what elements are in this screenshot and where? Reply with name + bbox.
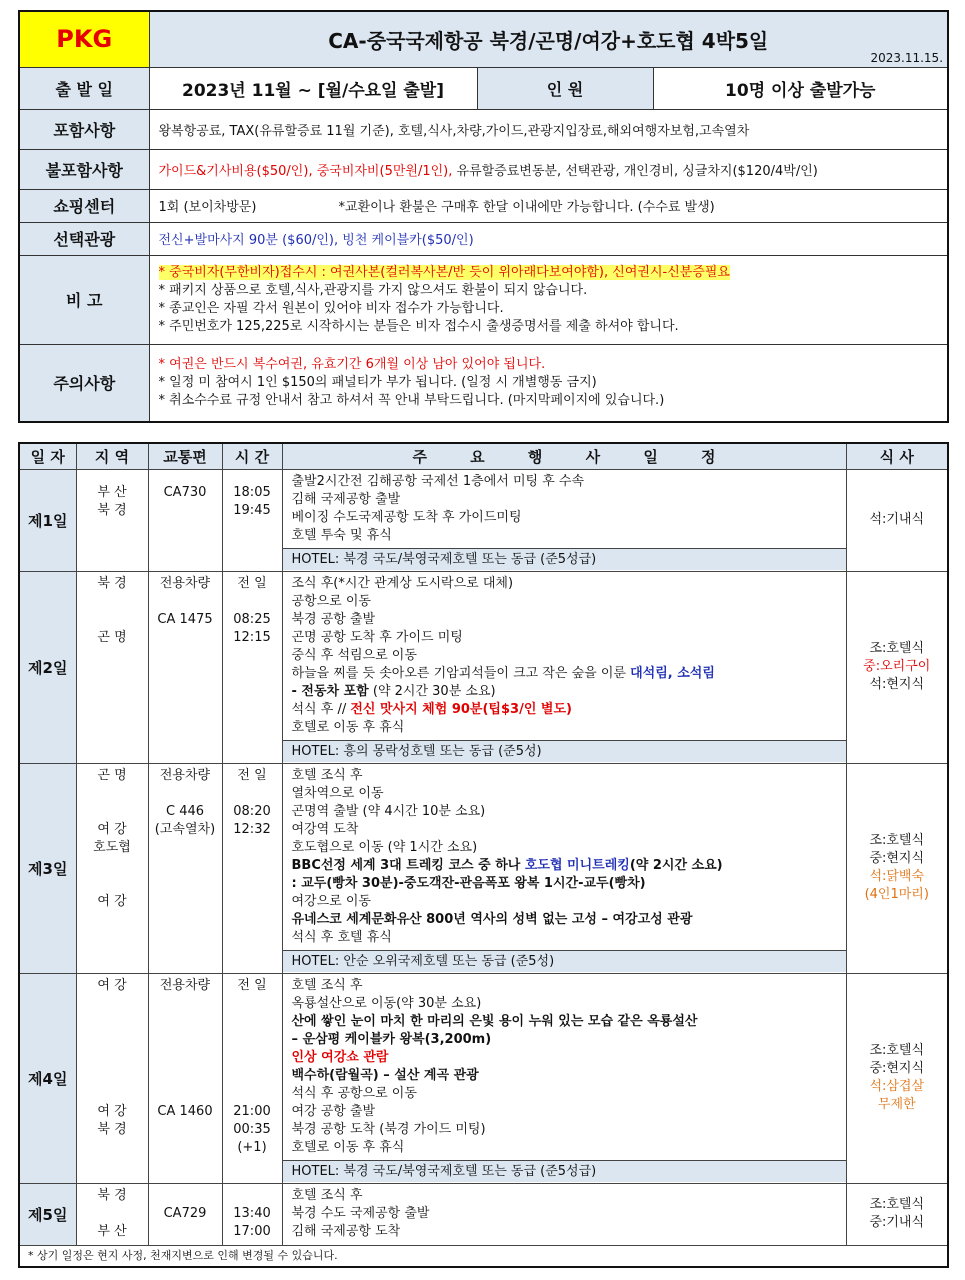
day-label: 제3일: [19, 763, 76, 973]
region: 북 경: [97, 575, 127, 591]
meal: 중:현지식: [869, 1061, 925, 1076]
meal: 무제한: [877, 1097, 916, 1112]
day-label: 제5일: [19, 1183, 76, 1245]
schedule-line: - 전동차 포함 (약 2시간 30분 소요): [291, 683, 496, 699]
schedule-line: 호도협으로 이동 (약 1시간 소요): [291, 839, 478, 855]
time: 17:00: [233, 1223, 271, 1239]
schedule-line: 베이징 수도국제공항 도착 후 가이드미팅: [291, 509, 522, 525]
hotel-info: HOTEL: 북경 국도/북영국제호텔 또는 동급 (준5성급): [283, 548, 846, 570]
schedule-line: 호텔 투숙 및 휴식: [291, 527, 392, 543]
caution-list: [149, 344, 948, 422]
time: 전 일: [237, 977, 267, 993]
col-header-time: 시 간: [222, 443, 282, 469]
schedule-line: 중식 후 석림으로 이동: [291, 647, 417, 663]
shopping-note: *교환이나 환불은 구매후 한달 이내에만 가능합니다. (수수료 발생): [338, 200, 715, 215]
schedule-cell: [282, 469, 846, 571]
schedule-line: 석식 후 호텔 휴식: [291, 929, 392, 945]
meal: (4인1마리): [864, 887, 929, 902]
schedule-line: 유네스코 세계문화유산 800년 역사의 성벽 없는 고성 – 여강고성 관광: [291, 911, 693, 927]
meal: 석:삼겹살: [869, 1079, 925, 1094]
meal: 조:호텔식: [869, 833, 925, 848]
people-label: 인 원: [477, 67, 653, 109]
schedule-line: 출발2시간전 김해공항 국제선 1층에서 미팅 후 수속: [291, 473, 584, 489]
schedule-line: 곤명역 출발 (약 4시간 10분 소요): [291, 803, 486, 819]
schedule-line: 호텔 조식 후: [291, 1187, 363, 1203]
meal-cell: [846, 469, 948, 571]
meal: 중:오리구이: [863, 659, 931, 674]
schedule-line: 김해 국제공항 도착: [291, 1223, 401, 1239]
caution-label: 주의사항: [19, 344, 149, 422]
schedule-line: 하늘을 찌를 듯 솟아오른 기암괴석들이 크고 작은 숲을 이룬 대석림, 소석림: [291, 665, 715, 681]
region: 부 산: [97, 484, 127, 500]
schedule-line: 공항으로 이동: [291, 593, 371, 609]
massage-highlight: 전신 맛사지 체험 90분(팁$3/인 별도): [350, 701, 572, 717]
excluded-fees: 가이드&기사비용($50/인), 중국비자비(5만원/1인),: [158, 163, 453, 179]
time: 18:05: [233, 484, 271, 500]
tour-title: CA-중국국제항공 북경/곤명/여강+호도협 4박5일: [328, 28, 769, 53]
schedule-line: 석식 후 // 전신 맛사지 체험 90분(팁$3/인 별도): [291, 701, 572, 717]
meal: 석:현지식: [869, 677, 925, 692]
meal: 석:기내식: [869, 512, 925, 527]
departure-label: 출 발 일: [19, 67, 149, 109]
pkg-badge: PKG: [19, 11, 149, 67]
schedule-line: : 교두(빵차 30분)-중도객잔-관음폭포 왕복 1시간-교두(빵차): [291, 875, 646, 891]
shopping-label: 쇼핑센터: [19, 189, 149, 222]
excluded-others: 유류할증료변동분, 선택관광, 개인경비, 싱글차지($120/4박/인): [452, 163, 818, 179]
stone-forest-highlight: 대석림, 소석림: [630, 665, 715, 681]
footnote: * 상기 일정은 현지 사정, 천재지변으로 인해 변경될 수 있습니다.: [19, 1245, 948, 1267]
remark-item: * 주민번호가 125,225로 시작하시는 분들은 비자 접수시 출생증명서를 제출 하셔야 합니다.: [158, 318, 679, 334]
schedule-line: 옥룡설산으로 이동(약 30분 소요): [291, 995, 482, 1011]
col-header-meal: 식 사: [846, 443, 948, 469]
meal-cell: [846, 571, 948, 763]
itinerary-table: [18, 442, 949, 1268]
transport: 전용차량: [159, 575, 211, 591]
schedule-line: 석식 후 공항으로 이동: [291, 1085, 417, 1101]
day-row: [19, 763, 948, 973]
day-row: [19, 469, 948, 571]
schedule-cell: [282, 763, 846, 973]
transport: (고속열차): [154, 821, 216, 837]
col-header-day: 일 자: [19, 443, 76, 469]
schedule-line: 호텔 조식 후: [291, 977, 363, 993]
time: 12:15: [233, 629, 271, 645]
time: 00:35: [233, 1121, 271, 1137]
hotel-info: HOTEL: 북경 국도/북영국제호텔 또는 동급 (준5성급): [283, 1160, 846, 1182]
region: 곤 명: [97, 767, 127, 783]
shopping-value-cell: [149, 189, 948, 222]
schedule-line: 산에 쌓인 눈이 마치 한 마리의 은빛 용이 누워 있는 모습 같은 옥룡설산: [291, 1013, 698, 1029]
time: 21:00: [233, 1103, 271, 1119]
schedule-line: 호텔 조식 후: [291, 767, 363, 783]
schedule-line: 인상 여강쇼 관람: [291, 1049, 389, 1065]
day-label: 제2일: [19, 571, 76, 763]
time: 전 일: [237, 767, 267, 783]
meal: 조:호텔식: [869, 1043, 925, 1058]
day-label: 제1일: [19, 469, 76, 571]
excluded-label: 불포함사항: [19, 149, 149, 189]
time: 12:32: [233, 821, 271, 837]
schedule-line: 열차역으로 이동: [291, 785, 384, 801]
meal-cell: [846, 973, 948, 1183]
col-header-schedule: 주 요 행 사 일 정: [282, 443, 846, 469]
remarks-list: [149, 255, 948, 344]
hotel-info: HOTEL: 흥의 몽락성호텔 또는 동급 (준5성): [283, 740, 846, 762]
region: 여 강: [97, 1103, 127, 1119]
transport: 전용차량: [159, 767, 211, 783]
meal-cell: [846, 763, 948, 973]
region: 여 강: [97, 977, 127, 993]
document-date: 2023.11.15.: [870, 50, 944, 65]
optional-tour-label: 선택관광: [19, 222, 149, 255]
region: 호도협: [93, 839, 131, 855]
region: 북 경: [97, 1187, 127, 1203]
schedule-line: 백수하(람월곡) – 설산 계곡 관광: [291, 1067, 479, 1083]
day-row: [19, 1183, 948, 1245]
transport: 전용차량: [159, 977, 211, 993]
optional-tour-value: 전신+발마사지 90분 ($60/인), 빙천 케이블카($50/인): [149, 222, 948, 255]
meal: 조:호텔식: [869, 1197, 925, 1212]
region: 곤 명: [97, 629, 127, 645]
schedule-line: 호텔로 이동 후 휴식: [291, 719, 405, 735]
meal: 중:기내식: [869, 1215, 925, 1230]
day-row: [19, 571, 948, 763]
schedule-line: 호텔로 이동 후 휴식: [291, 1139, 405, 1155]
meal: 석:닭백숙: [869, 869, 925, 884]
meal: 중:현지식: [869, 851, 925, 866]
schedule-cell: [282, 571, 846, 763]
caution-item: * 일정 미 참여시 1인 $150의 패널티가 부가 됩니다. (일정 시 개별행동 금지): [158, 374, 597, 390]
schedule-line: 여강으로 이동: [291, 893, 371, 909]
remark-item: * 패키지 상품으로 호텔,식사,관광지를 가지 않으셔도 환불이 되지 않습니다.: [158, 282, 588, 298]
flight-number: CA 1460: [157, 1103, 213, 1119]
time: 19:45: [233, 502, 271, 518]
train-number: C 446: [165, 803, 205, 819]
time: 13:40: [233, 1205, 271, 1221]
col-header-transport: 교통편: [148, 443, 222, 469]
schedule-line: 북경 공항 도착 (북경 가이드 미팅): [291, 1121, 486, 1137]
excluded-value: [149, 149, 948, 189]
region: 여 강: [97, 893, 127, 909]
region: 북 경: [97, 1121, 127, 1137]
included-value: 왕복항공료, TAX(유류할증료 11월 기준), 호텔,식사,차량,가이드,관광지입장료,해외여행자보험,고속열차: [149, 109, 948, 149]
day-label: 제4일: [19, 973, 76, 1183]
region: 여 강: [97, 821, 127, 837]
shopping-value: 1회 (보이차방문): [158, 200, 257, 215]
schedule-line: 북경 공항 출발: [291, 611, 376, 627]
meal: 조:호텔식: [869, 641, 925, 656]
remarks-label: 비 고: [19, 255, 149, 344]
tour-title-cell: [149, 11, 948, 67]
schedule-line: 여강 공항 출발: [291, 1103, 376, 1119]
remark-item: * 종교인은 자필 각서 원본이 있어야 비자 접수가 가능합니다.: [158, 300, 504, 316]
departure-value: 2023년 11월 ~ [월/수요일 출발]: [149, 67, 477, 109]
schedule-line: – 운삼평 케이블카 왕복(3,200m): [291, 1031, 492, 1047]
schedule-line: 곤명 공항 도착 후 가이드 미팅: [291, 629, 463, 645]
people-value: 10명 이상 출발가능: [653, 67, 948, 109]
time: 전 일: [237, 575, 267, 591]
schedule-line: BBC선정 세계 3대 트레킹 코스 중 하나 호도협 미니트레킹(약 2시간 소요): [291, 857, 723, 873]
remark-item: * 중국비자(무한비자)접수시 : 여권사본(컬러복사본/반 듯이 위아래다보여야함), 신여권시-신분증필요: [158, 264, 730, 280]
schedule-line: 여강역 도착: [291, 821, 359, 837]
flight-number: CA729: [163, 1205, 207, 1221]
flight-number: CA730: [163, 484, 207, 500]
col-header-region: 지 역: [76, 443, 148, 469]
time: 08:20: [233, 803, 271, 819]
region: 북 경: [97, 502, 127, 518]
meal-cell: [846, 1183, 948, 1245]
package-summary-table: [18, 10, 949, 423]
hotel-info: HOTEL: 안순 오위국제호텔 또는 동급 (준5성): [283, 950, 846, 972]
schedule-cell: [282, 973, 846, 1183]
caution-item: * 여권은 반드시 복수여권, 유효기간 6개월 이상 남아 있어야 됩니다.: [158, 356, 546, 372]
time: (+1): [237, 1139, 267, 1155]
flight-number: CA 1475: [157, 611, 213, 627]
day-row: [19, 973, 948, 1183]
schedule-line: 조식 후(*시간 관계상 도시락으로 대체): [291, 575, 514, 591]
schedule-line: 북경 수도 국제공항 출발: [291, 1205, 430, 1221]
region: 부 산: [97, 1223, 127, 1239]
schedule-cell: [282, 1183, 846, 1245]
trekking-highlight: 호도협 미니트레킹: [524, 857, 630, 873]
included-label: 포함사항: [19, 109, 149, 149]
caution-item: * 취소수수료 규정 안내서 참고 하셔서 꼭 안내 부탁드립니다. (마지막페이지에 있습니다.): [158, 392, 665, 408]
schedule-line: 김해 국제공항 출발: [291, 491, 401, 507]
time: 08:25: [233, 611, 271, 627]
